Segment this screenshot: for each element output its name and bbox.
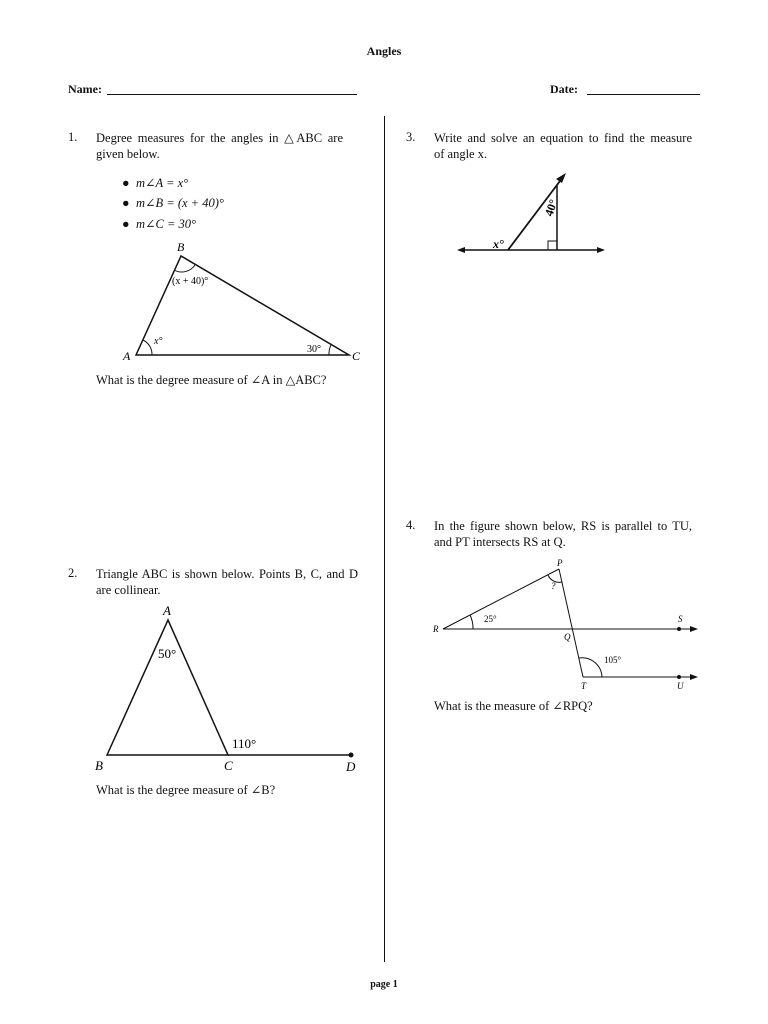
q4-parallel-lines-figure <box>428 556 703 691</box>
q3-left-arrowhead <box>457 247 465 253</box>
q4-label-U: U <box>677 681 684 691</box>
q1-bullet-1: ● m∠A = x° <box>122 176 189 190</box>
q4-number: 4. <box>406 518 416 532</box>
q4-label-P: P <box>557 558 563 568</box>
q1-arc-C <box>329 345 331 355</box>
q4-point-U <box>677 675 681 679</box>
q1-label-C: C <box>352 349 361 363</box>
q4-segment-RP <box>443 569 559 629</box>
q2-triangle <box>107 620 228 755</box>
q3-ray-arrowhead <box>556 173 566 183</box>
q2-question: What is the degree measure of ∠B? <box>96 783 276 797</box>
q2-text <box>96 566 358 598</box>
q1-bullet-3-text: m∠C = 30° <box>136 217 197 231</box>
q4-unknown-label: ? <box>551 581 556 591</box>
q4-RS-arrowhead <box>690 626 698 632</box>
q4-arc-R <box>470 615 473 629</box>
q3-right-angle-mark <box>548 241 557 250</box>
q2-text-line-1: Triangle ABC is shown below. Points B, C, and D <box>96 567 358 581</box>
q1-label-A: A <box>123 349 131 363</box>
q4-TU-arrowhead <box>690 674 698 680</box>
q1-angle-C-label: 30° <box>307 344 321 355</box>
q2-label-A: A <box>163 603 171 618</box>
q4-segment-PT <box>559 569 583 677</box>
q4-text <box>434 518 692 550</box>
q2-number: 2. <box>68 566 78 580</box>
date-field-line[interactable] <box>587 94 700 95</box>
q3-text-line-2: of angle x. <box>434 147 488 161</box>
q2-label-B: B <box>95 758 103 773</box>
q3-angle-figure <box>455 165 615 265</box>
q4-label-R: R <box>433 624 439 634</box>
q1-question: What is the degree measure of ∠A in △ABC? <box>96 373 327 387</box>
q2-angle-C-label: 110° <box>232 736 257 751</box>
q3-text-line-1: Write and solve an equation to find the measure <box>434 131 692 145</box>
q4-label-Q: Q <box>564 632 571 642</box>
date-label: Date: <box>550 82 578 96</box>
q2-label-D: D <box>346 759 356 774</box>
q1-label-B: B <box>177 240 185 254</box>
q1-triangle <box>136 256 349 355</box>
q4-point-S <box>677 627 681 631</box>
q1-bullet-2: ● m∠B = (x + 40)° <box>122 196 224 210</box>
q2-triangle-figure <box>90 600 370 775</box>
q3-right-arrowhead <box>597 247 605 253</box>
q2-point-D <box>349 753 354 758</box>
q2-angle-A-label: 50° <box>158 646 177 661</box>
q1-angle-B-label: (x + 40)° <box>172 276 209 287</box>
q3-angle-40-label: 40° <box>541 197 561 219</box>
q4-text-line-2: and PT intersects RS at Q. <box>434 535 566 549</box>
page-number: page 1 <box>370 979 398 990</box>
q1-number: 1. <box>68 130 78 144</box>
q4-question: What is the measure of ∠RPQ? <box>434 699 593 713</box>
q3-angle-x-label: x° <box>493 237 504 251</box>
q4-angle-105-label: 105° <box>604 655 622 665</box>
q4-angle-25-label: 25° <box>484 614 497 624</box>
q1-text-line-2: given below. <box>96 147 160 161</box>
column-divider <box>384 116 385 962</box>
q4-text-line-1: In the figure shown below, RS is parallel to TU, <box>434 519 692 533</box>
q1-triangle-figure <box>118 240 368 370</box>
q1-angle-A-label: x° <box>154 336 163 347</box>
name-label: Name: <box>68 82 102 96</box>
q1-bullet-3: ● m∠C = 30° <box>122 217 197 231</box>
q1-bullet-1-text: m∠A = x° <box>136 176 189 190</box>
q4-label-T: T <box>581 681 587 691</box>
q2-text-line-2: are collinear. <box>96 583 161 597</box>
name-field-line[interactable] <box>107 94 357 95</box>
page-title: Angles <box>366 44 402 58</box>
q4-label-S: S <box>678 614 683 624</box>
q1-arc-A <box>143 340 152 355</box>
q2-label-C: C <box>224 758 233 773</box>
q1-text <box>96 130 343 162</box>
q3-number: 3. <box>406 130 416 144</box>
q1-bullet-2-text: m∠B = (x + 40)° <box>136 196 224 210</box>
q1-text-line-1: Degree measures for the angles in △ABC are <box>96 131 343 145</box>
q3-text <box>434 130 692 162</box>
